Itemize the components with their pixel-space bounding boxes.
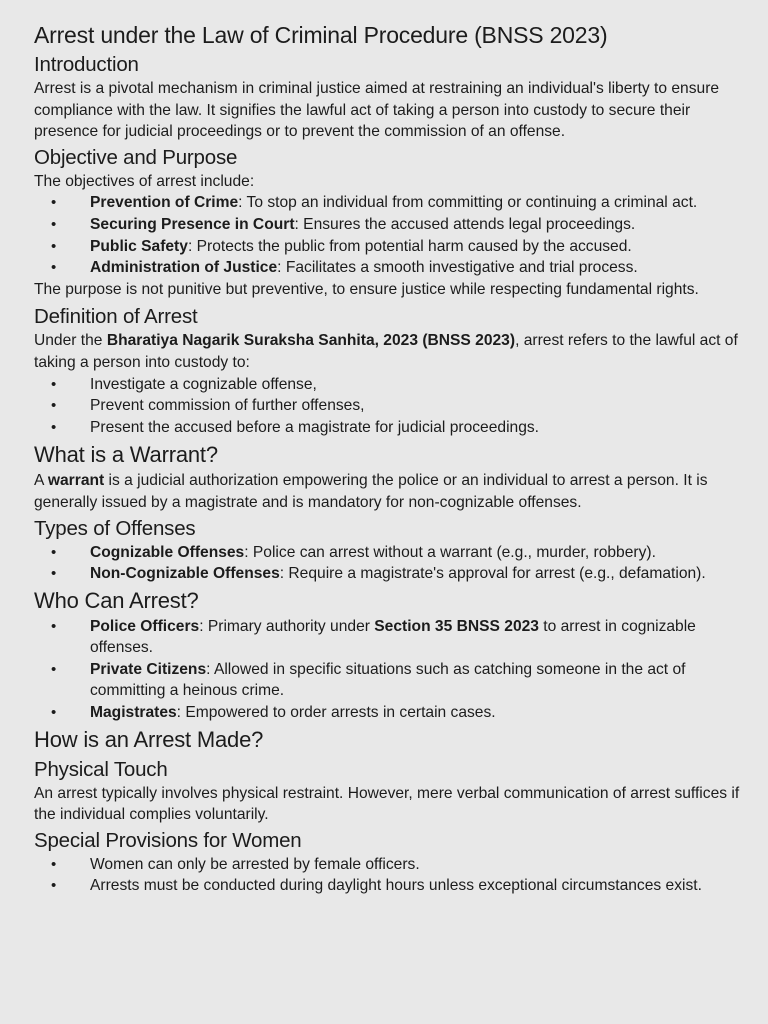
list-item-term: Police Officers xyxy=(90,617,200,635)
heading-warrant: What is a Warrant? xyxy=(34,442,218,468)
list-item-text: : Require a magistrate's approval for arrest (e.g., defamation). xyxy=(279,565,706,583)
women-list xyxy=(34,854,740,897)
list-item xyxy=(34,542,740,564)
list-item-text: : Allowed in specific situations such as catching someone in the act of committing a heinous crime. xyxy=(90,660,686,700)
heading-who: Who Can Arrest? xyxy=(34,587,199,613)
list-item-text: to arrest in cognizable offenses. xyxy=(90,617,696,657)
list-item xyxy=(34,192,740,214)
list-item-term: Non-Cognizable Offenses xyxy=(90,565,280,583)
list-item: • Prevent commission of further offenses, xyxy=(34,395,740,417)
list-item-term: Magistrates xyxy=(90,704,177,722)
list-item-text: : Empowered to order arrests in certain cases. xyxy=(176,704,496,722)
warrant-bold: warrant xyxy=(47,472,105,490)
list-item-text: : Protects the public from potential harm caused by the accused. xyxy=(187,237,632,255)
list-item-term: Prevention of Crime xyxy=(90,194,239,212)
list-item-term: Cognizable Offenses xyxy=(90,543,245,561)
heading-introduction: Introduction xyxy=(34,53,139,76)
heading-offenses: Types of Offenses xyxy=(34,516,196,540)
list-item xyxy=(34,563,740,585)
list-item-text: : Ensures the accused attends legal proceedings. xyxy=(294,215,636,233)
list-item xyxy=(34,659,740,702)
heading-definition: Definition of Arrest xyxy=(34,305,198,329)
definition-list xyxy=(34,374,740,439)
objective-lead: The objectives of arrest include: xyxy=(34,172,255,190)
objective-list xyxy=(34,192,740,278)
definition-paragraph xyxy=(34,330,740,373)
section-reference: Section 35 BNSS 2023 xyxy=(374,617,539,635)
list-item xyxy=(34,616,740,659)
list-item-text: : Primary authority under xyxy=(199,617,375,635)
list-item-text: : Police can arrest without a warrant (e.g., murder, robbery). xyxy=(244,543,656,561)
list-item-text: : Facilitates a smooth investigative and trial process. xyxy=(277,259,638,277)
list-item: • Arrests must be conducted during daylight hours unless exceptional circumstances exist. xyxy=(34,875,740,897)
heading-how: How is an Arrest Made? xyxy=(34,726,264,752)
offenses-list xyxy=(34,542,740,585)
intro-paragraph: Arrest is a pivotal mechanism in criminal justice aimed at restraining an individual's liberty to ensure compliance with the law. It signifies the lawful act of taking a person into custody to secure their presence for judicial proceedings or to prevent the commission of an offense. xyxy=(34,80,720,141)
list-item xyxy=(34,257,740,279)
warrant-paragraph xyxy=(34,470,740,513)
heading-women: Special Provisions for Women xyxy=(34,828,302,852)
list-item-term: Administration of Justice xyxy=(90,259,278,277)
warrant-pre: A xyxy=(34,472,48,490)
heading-objective: Objective and Purpose xyxy=(34,145,238,169)
list-item-term: Public Safety xyxy=(90,237,188,255)
definition-pre: Under the xyxy=(34,332,107,350)
list-item-term: Securing Presence in Court xyxy=(90,215,295,233)
list-item xyxy=(34,214,740,236)
list-item xyxy=(34,236,740,258)
definition-post: , arrest refers to the lawful act of taking a person into custody to: xyxy=(34,332,738,371)
warrant-post: is a judicial authorization empowering the police or an individual to arrest a person. It is generally issued by a magistrate and is mandatory for non-cognizable offenses. xyxy=(34,472,708,511)
list-item: • Investigate a cognizable offense, xyxy=(34,374,740,396)
list-item-term: Private Citizens xyxy=(90,660,207,678)
definition-bold: Bharatiya Nagarik Suraksha Sanhita, 2023 (BNSS 2023) xyxy=(106,332,516,350)
touch-paragraph: An arrest typically involves physical restraint. However, mere verbal communication of arrest suffices if the individual complies voluntarily. xyxy=(34,784,740,824)
list-item-text: : To stop an individual from committing or continuing a criminal act. xyxy=(238,194,698,212)
heading-physical-touch: Physical Touch xyxy=(34,757,168,781)
list-item: • Present the accused before a magistrate for judicial proceedings. xyxy=(34,417,740,439)
who-list xyxy=(34,616,740,724)
document-title: Arrest under the Law of Criminal Procedure (BNSS 2023) xyxy=(34,22,608,48)
list-item: • Women can only be arrested by female officers. xyxy=(34,854,740,876)
list-item xyxy=(34,702,740,724)
objective-closing: The purpose is not punitive but preventive, to ensure justice while respecting fundamental rights. xyxy=(34,280,699,298)
